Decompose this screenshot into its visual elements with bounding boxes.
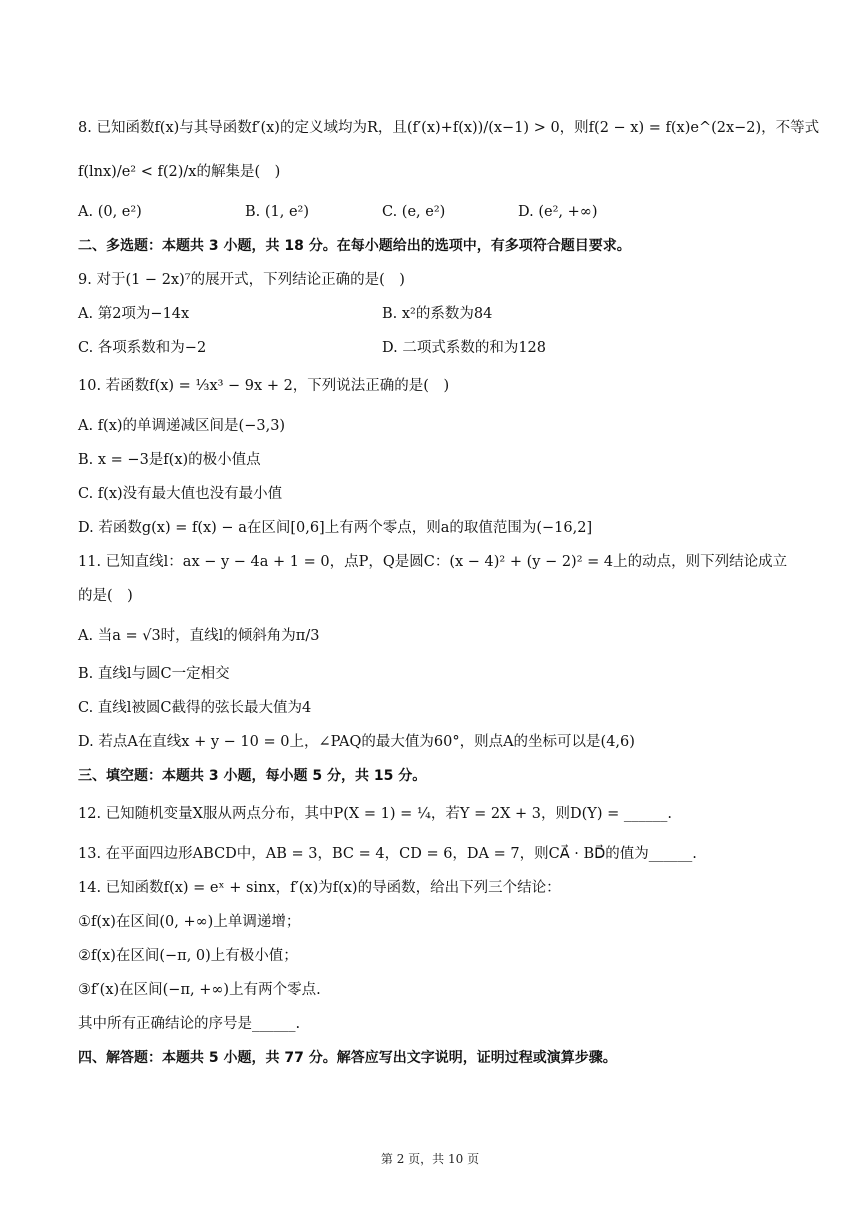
question-10-option-b: B. x = −3是f(x)的极小值点 (78, 452, 261, 468)
question-9-option-c: C. 各项系数和为−2 (78, 340, 207, 356)
question-11-option-b: B. 直线l与圆C一定相交 (78, 666, 230, 682)
question-8-line-1: 8. 已知函数f(x)与其导函数f′(x)的定义域均为R，且(f′(x)+f(x))/(x−1) > 0，则f(2 − x) = f(x)e^(2x−2)，不等式 (78, 120, 820, 136)
question-10-stem: 10. 若函数f(x) = ⅓x³ − 9x + 2，下列说法正确的是( ) (78, 378, 450, 394)
question-10-option-c: C. f(x)没有最大值也没有最小值 (78, 486, 283, 502)
question-11-option-a: A. 当a = √3时，直线l的倾斜角为π/3 (78, 628, 320, 644)
question-14-conclusion-2: ②f(x)在区间(−π, 0)上有极小值； (78, 948, 298, 964)
question-12: 12. 已知随机变量X服从两点分布，其中P(X = 1) = ¼，若Y = 2X + 3，则D(Y) = ______. (78, 806, 672, 822)
question-8-option-d: D. (e², +∞) (518, 204, 598, 220)
question-14-ending: 其中所有正确结论的序号是______. (78, 1016, 301, 1032)
question-11-line-2: 的是( ) (78, 588, 133, 604)
question-14-conclusion-3: ③f′(x)在区间(−π, +∞)上有两个零点. (78, 982, 321, 998)
question-11-option-c: C. 直线l被圆C截得的弦长最大值为4 (78, 700, 312, 716)
section-3-heading: 三、填空题：本题共 3 小题，每小题 5 分，共 15 分。 (78, 768, 427, 784)
question-9-option-b: B. x²的系数为84 (382, 306, 493, 322)
question-10-option-d: D. 若函数g(x) = f(x) − a在区间[0,6]上有两个零点，则a的取值范围为(−16,2] (78, 520, 593, 536)
question-10-option-a: A. f(x)的单调递减区间是(−3,3) (78, 418, 286, 434)
section-2-heading: 二、多选题：本题共 3 小题，共 18 分。在每小题给出的选项中，有多项符合题目要求。 (78, 238, 631, 254)
question-9-option-a: A. 第2项为−14x (78, 306, 190, 322)
section-4-heading: 四、解答题：本题共 5 小题，共 77 分。解答应写出文字说明，证明过程或演算步骤。 (78, 1050, 617, 1066)
page-footer: 第 2 页，共 10 页 (380, 1152, 480, 1166)
question-11-line-1: 11. 已知直线l：ax − y − 4a + 1 = 0，点P，Q是圆C：(x − 4)² + (y − 2)² = 4上的动点，则下列结论成立 (78, 554, 788, 570)
question-13: 13. 在平面四边形ABCD中，AB = 3，BC = 4，CD = 6，DA = 7，则CA⃗ · BD⃗的值为______. (78, 846, 697, 862)
question-14-conclusion-1: ①f(x)在区间(0, +∞)上单调递增； (78, 914, 301, 930)
question-8-option-a: A. (0, e²) (78, 204, 142, 220)
question-14-stem: 14. 已知函数f(x) = eˣ + sinx，f′(x)为f(x)的导函数，给出下列三个结论： (78, 880, 561, 896)
question-8-option-c: C. (e, e²) (382, 204, 446, 220)
question-9-option-d: D. 二项式系数的和为128 (382, 340, 547, 356)
question-9-stem: 9. 对于(1 − 2x)⁷的展开式，下列结论正确的是( ) (78, 272, 405, 288)
question-8-line-2: f(lnx)/e² < f(2)/x的解集是( ) (78, 164, 281, 180)
question-11-option-d: D. 若点A在直线x + y − 10 = 0上，∠PAQ的最大值为60°，则点A的坐标可以是(4,6) (78, 734, 635, 750)
question-8-option-b: B. (1, e²) (245, 204, 310, 220)
